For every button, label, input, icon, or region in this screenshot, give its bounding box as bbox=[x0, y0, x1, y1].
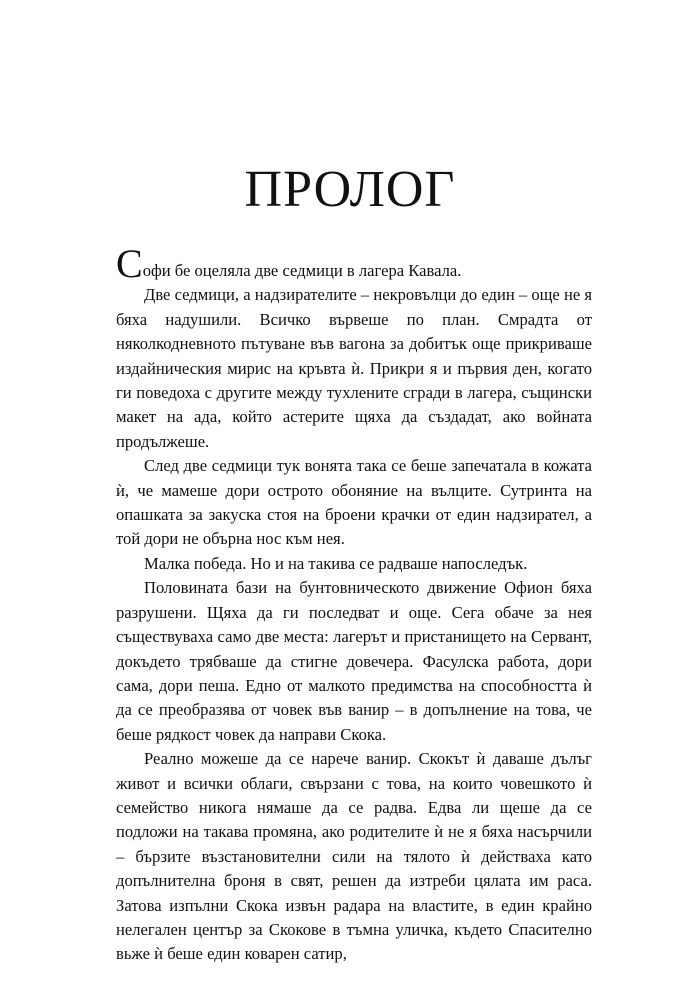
paragraph-4: Малка победа. Но и на такива се радваше напоследък. bbox=[144, 553, 528, 573]
paragraph-3: След две седмици тук вонята така се беше запечатала в кожата ѝ, че мамеше дори острото обоняние на вълците. Сутринта на опашката за закуска стоя на броени крачки от един надзирател, а той дори не обърна нос към нея. bbox=[116, 456, 592, 549]
chapter-title: ПРОЛОГ bbox=[244, 161, 456, 218]
paragraph-5: Половината бази на бунтовническото движение Офион бяха разрушени. Щяха да ги последват и още. Сега обаче за нея съществуваха само две места: лагерът и пристанището на Сервант, докъдето трябваше да стигне довечера. Фасулска работа, дори сама, дори пеша. Едно от малкото предимства на способността ѝ да се преобразява от човек във ванир – в допълнение на това, че беше рядкост човек да направи Скока. bbox=[116, 578, 592, 744]
paragraph-6: Реално можеше да се нарече ванир. Скокът ѝ даваше дълъг живот и всички облаги, свързани с това, на които човешкото ѝ семейство никога нямаше да се радва. Едва ли щеше да се подложи на такава промяна, ако родителите ѝ не я бяха насърчили – бързите възстановителни сили на тялото ѝ действаха като допълнителна броня в свят, решен да изтреби цялата им раса. Затова изпълни Скока извън радара на властите, в един крайно нелегален център за Скокове в тъмна уличка, където Спасително вьже ѝ беше един коварен сатир, bbox=[116, 749, 592, 964]
paragraph-1 bbox=[116, 241, 592, 286]
paragraph-2: Две седмици, а надзирателите – некровълци до един – още не я бяха надушили. Всичко вървеше по план. Смрадта от няколкодневното пътуване във вагона за добитък още прикриваше издайническия мирис на кръвта ѝ. Прикри я и първия ден, когато ги поведоха с другите между тухлените сгради в лагера, същински макет на ада, който астерите щяха да създадат, ако войната продължеше. bbox=[116, 285, 592, 451]
drop-cap: С bbox=[116, 241, 143, 286]
paragraph-1-text: офи бе оцеляла две седмици в лагера Кавала. bbox=[142, 261, 462, 280]
chapter-body bbox=[116, 241, 592, 967]
